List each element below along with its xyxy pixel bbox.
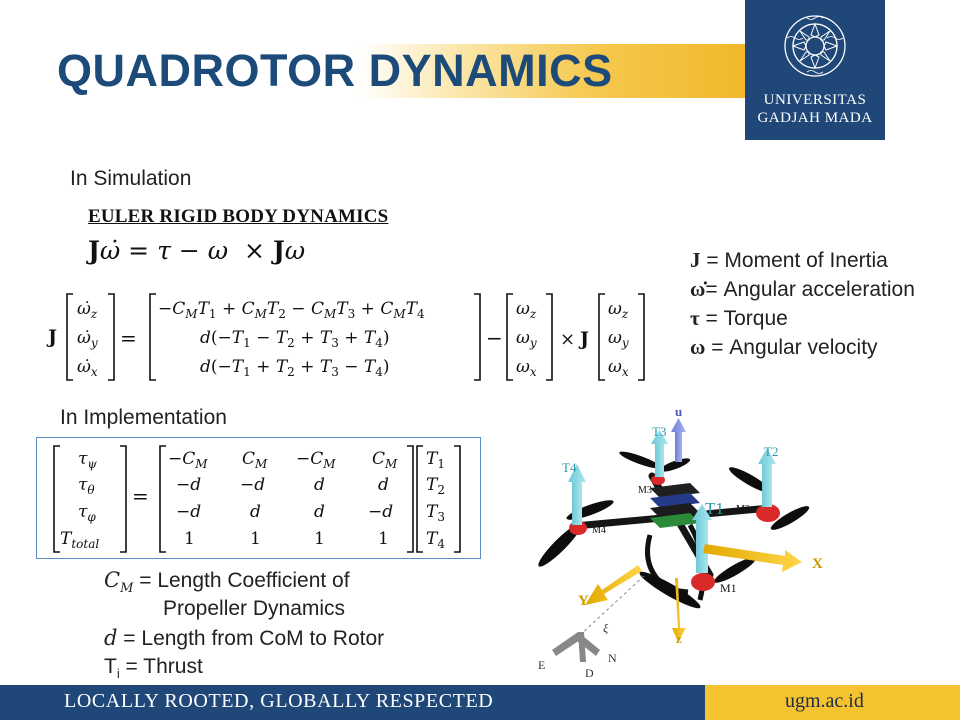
legend-item-inertia: J = Moment of Inertia xyxy=(690,248,888,272)
omega-y: $\omega_y$ xyxy=(516,328,537,350)
svg-text:T3: $T_3$ xyxy=(426,502,445,524)
svg-text:−d: −d xyxy=(240,475,266,495)
matrix-j-label: J xyxy=(48,326,57,348)
legend-item-torque: τ = Torque xyxy=(690,306,788,330)
svg-text:−d: −d xyxy=(176,475,202,495)
svg-text:1: 1 xyxy=(184,529,195,549)
svg-text:=: = xyxy=(120,326,137,350)
svg-text:ωz: $\omega_z$ xyxy=(608,299,629,321)
svg-text:E: E xyxy=(538,658,546,672)
svg-text:T4: T4 xyxy=(562,460,577,475)
definition-d: d = Length from CoM to Rotor xyxy=(104,626,385,650)
svg-text:N: N xyxy=(608,651,617,665)
svg-text:z: z xyxy=(676,631,682,646)
svg-text:M4: M4 xyxy=(592,525,606,536)
footer-tagline: LOCALLY ROOTED, GLOBALLY RESPECTED xyxy=(64,690,494,712)
svg-text:ωy: $\omega_y$ xyxy=(608,328,629,350)
svg-text:d: d xyxy=(378,475,389,495)
svg-text:D: D xyxy=(585,666,594,680)
svg-text:Y: Y xyxy=(578,593,589,609)
t-total: $T_{total}$ xyxy=(60,529,100,551)
svg-text:T4: $T_4$ xyxy=(426,529,445,551)
svg-text:X: X xyxy=(812,556,823,572)
definition-thrust: $T_i$ = Thrust xyxy=(104,655,203,682)
svg-text:ξ: ξ xyxy=(603,621,609,635)
svg-text:u: u xyxy=(675,404,683,419)
definition-cm: $C_M$ = Length Coefficient of xyxy=(104,568,350,597)
svg-text:CM: $C_M$ xyxy=(242,449,268,471)
euler-heading: EULER RIGID BODY DYNAMICS xyxy=(88,206,389,227)
rhs-row-1: $-C_MT_1 + C_MT_2 - C_MT_3 + C_MT_4$ xyxy=(158,299,425,321)
tau-psi: $\tau_\psi$ xyxy=(78,449,97,471)
legend-item-angular-acceleration: ω̇= Angular acceleration xyxy=(690,277,915,301)
svg-text:−: − xyxy=(486,326,503,350)
svg-text:1: 1 xyxy=(314,529,325,549)
rhs-row-2: $d(-T_1 - T_2 + T_3 + T_4)$ xyxy=(200,328,390,350)
svg-text:1: 1 xyxy=(378,529,389,549)
svg-text:T2: $T_2$ xyxy=(426,475,445,497)
body-axes xyxy=(585,544,802,642)
svg-text:d: d xyxy=(250,502,261,522)
university-name-line1: UNIVERSITAS xyxy=(763,92,867,108)
svg-text:1: 1 xyxy=(250,529,261,549)
svg-text:d: d xyxy=(314,475,325,495)
electronics-stack xyxy=(650,483,700,528)
implementation-matrix-equation xyxy=(40,440,476,556)
tau-phi: $\tau_\varphi$ xyxy=(78,502,96,524)
simulation-matrix-equation xyxy=(40,288,660,388)
definition-cm-line2: Propeller Dynamics xyxy=(163,597,346,620)
svg-text:ωx: $\omega_x$ xyxy=(608,357,629,379)
rhs-row-3: $d(-T_1 + T_2 + T_3 - T_4)$ xyxy=(200,357,390,379)
svg-text:J: J xyxy=(580,328,589,350)
in-implementation-label: In Implementation xyxy=(60,406,227,429)
lhs-omega-dot-z: $\omegȧ_z$ xyxy=(77,299,98,321)
lhs-omega-dot-y: $\omegȧ_y$ xyxy=(77,328,98,350)
svg-text:T1: T1 xyxy=(705,499,724,518)
omega-z: $\omega_z$ xyxy=(516,299,537,321)
svg-text:T2: T2 xyxy=(764,444,779,459)
svg-text:−d: −d xyxy=(176,502,202,522)
tau-theta: $\tau_\theta$ xyxy=(78,475,95,497)
svg-text:M1: M1 xyxy=(720,581,737,595)
lhs-omega-dot-x: $\omegȧ_x$ xyxy=(77,357,98,379)
legend-item-angular-velocity: ω = Angular velocity xyxy=(690,335,878,359)
quadrotor-diagram xyxy=(520,400,850,682)
svg-text:M2: M2 xyxy=(736,504,750,515)
svg-text:CM: $C_M$ xyxy=(372,449,398,471)
svg-text:T1: $T_1$ xyxy=(426,449,445,471)
svg-text:−d: −d xyxy=(368,502,394,522)
svg-text:M3: M3 xyxy=(638,485,652,496)
svg-text:−CM: $-C_M$ xyxy=(168,449,208,471)
omega-x: $\omega_x$ xyxy=(516,357,537,379)
svg-text:×: × xyxy=(560,329,576,350)
svg-text:T3: T3 xyxy=(652,424,667,439)
in-simulation-label: In Simulation xyxy=(70,167,192,190)
page-title: QUADROTOR DYNAMICS xyxy=(57,45,613,96)
svg-text:=: = xyxy=(132,484,149,508)
euler-equation: Jω̇ = τ − ω × Jω xyxy=(88,236,306,265)
svg-text:d: d xyxy=(314,502,325,522)
university-name-line2: GADJAH MADA xyxy=(757,110,873,126)
svg-text:−CM: $-C_M$ xyxy=(296,449,336,471)
footer-url[interactable]: ugm.ac.id xyxy=(785,690,864,712)
